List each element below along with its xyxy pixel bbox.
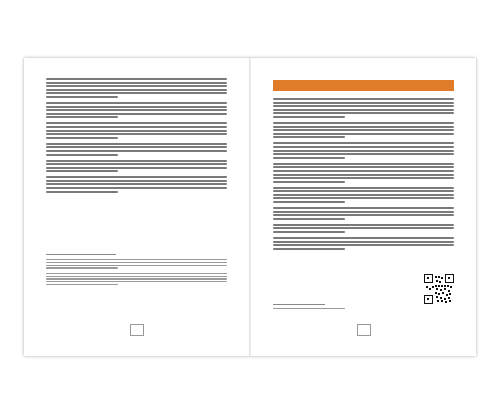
qr-module bbox=[447, 285, 449, 287]
text-line-placeholder bbox=[273, 201, 345, 203]
left-footnotes bbox=[46, 259, 227, 289]
qr-module bbox=[439, 281, 441, 283]
text-line-placeholder bbox=[46, 113, 227, 115]
text-line-placeholder bbox=[46, 267, 118, 268]
text-line-placeholder bbox=[273, 190, 454, 192]
text-line-placeholder bbox=[273, 227, 454, 229]
text-line-placeholder bbox=[46, 102, 227, 104]
text-line-placeholder bbox=[46, 183, 227, 185]
text-line-placeholder bbox=[273, 129, 454, 131]
text-line-placeholder bbox=[273, 207, 454, 209]
text-line-placeholder bbox=[273, 142, 454, 144]
qr-module bbox=[438, 276, 440, 278]
text-line-placeholder bbox=[46, 278, 227, 279]
section-heading bbox=[273, 80, 454, 91]
text-line-placeholder bbox=[273, 194, 454, 196]
text-line-placeholder bbox=[46, 146, 227, 148]
text-line-placeholder bbox=[46, 130, 227, 132]
qr-module bbox=[442, 292, 444, 294]
left-page bbox=[24, 58, 249, 356]
paragraph bbox=[273, 142, 454, 158]
paragraph bbox=[273, 207, 454, 220]
text-line-placeholder bbox=[46, 154, 118, 156]
text-line-placeholder bbox=[273, 116, 345, 118]
text-line-placeholder bbox=[46, 150, 227, 152]
text-line-placeholder bbox=[46, 170, 118, 172]
text-line-placeholder bbox=[46, 265, 227, 266]
text-line-placeholder bbox=[46, 96, 118, 98]
qr-module bbox=[444, 285, 446, 287]
footnote-rule bbox=[46, 254, 116, 255]
qr-module bbox=[449, 300, 451, 302]
text-line-placeholder bbox=[46, 259, 227, 260]
qr-module bbox=[432, 286, 434, 288]
text-line-placeholder bbox=[273, 244, 454, 246]
text-line-placeholder bbox=[273, 211, 454, 213]
qr-module bbox=[440, 289, 442, 291]
qr-module bbox=[436, 296, 438, 298]
text-line-placeholder bbox=[273, 248, 345, 250]
text-line-placeholder bbox=[273, 153, 454, 155]
text-line-placeholder bbox=[273, 136, 345, 138]
qr-module bbox=[450, 286, 452, 288]
qr-module bbox=[438, 285, 440, 287]
text-line-placeholder bbox=[273, 231, 345, 233]
right-page bbox=[251, 58, 476, 356]
text-line-placeholder bbox=[273, 98, 454, 100]
text-line-placeholder bbox=[46, 122, 227, 124]
text-line-placeholder bbox=[46, 106, 227, 108]
text-line-placeholder bbox=[46, 78, 227, 80]
text-line-placeholder bbox=[273, 308, 345, 309]
text-line-placeholder bbox=[46, 126, 227, 128]
right-page-number bbox=[357, 324, 371, 336]
text-line-placeholder bbox=[273, 174, 454, 176]
paragraph bbox=[46, 122, 227, 138]
qr-module bbox=[441, 285, 443, 287]
text-line-placeholder bbox=[273, 166, 454, 168]
left-page-number bbox=[130, 324, 144, 336]
qr-finder bbox=[445, 274, 454, 283]
qr-module bbox=[436, 288, 438, 290]
text-line-placeholder bbox=[273, 241, 454, 243]
text-line-placeholder bbox=[46, 89, 227, 91]
qr-module bbox=[444, 298, 446, 300]
qr-module bbox=[435, 285, 437, 287]
paragraph bbox=[46, 143, 227, 156]
text-line-placeholder bbox=[273, 146, 454, 148]
text-line-placeholder bbox=[46, 262, 227, 263]
qr-module bbox=[440, 297, 442, 299]
qr-module bbox=[449, 293, 451, 295]
text-line-placeholder bbox=[273, 112, 454, 114]
text-line-placeholder bbox=[46, 133, 227, 135]
qr-module bbox=[448, 290, 450, 292]
qr-module bbox=[438, 293, 440, 295]
text-line-placeholder bbox=[273, 197, 454, 199]
right-body-text bbox=[273, 98, 454, 254]
paragraph bbox=[46, 160, 227, 173]
text-line-placeholder bbox=[273, 133, 454, 135]
text-line-placeholder bbox=[46, 85, 227, 87]
qr-module bbox=[435, 276, 437, 278]
text-line-placeholder bbox=[46, 187, 227, 189]
text-line-placeholder bbox=[273, 214, 454, 216]
text-line-placeholder bbox=[46, 273, 227, 274]
qr-module bbox=[437, 300, 439, 302]
text-line-placeholder bbox=[46, 191, 118, 193]
text-line-placeholder bbox=[46, 143, 227, 145]
qr-module bbox=[445, 301, 447, 303]
paragraph bbox=[273, 224, 454, 233]
text-line-placeholder bbox=[273, 122, 454, 124]
qr-module bbox=[446, 294, 448, 296]
text-line-placeholder bbox=[273, 170, 454, 172]
text-line-placeholder bbox=[273, 177, 454, 179]
text-line-placeholder bbox=[46, 160, 227, 162]
qr-module bbox=[426, 286, 428, 288]
paragraph bbox=[273, 122, 454, 138]
text-line-placeholder bbox=[46, 82, 227, 84]
text-line-placeholder bbox=[273, 237, 454, 239]
qr-module bbox=[441, 300, 443, 302]
text-line-placeholder bbox=[46, 163, 227, 165]
qr-module bbox=[441, 277, 443, 279]
text-line-placeholder bbox=[273, 181, 345, 183]
text-line-placeholder bbox=[46, 276, 227, 277]
paragraph bbox=[273, 237, 454, 250]
qr-code bbox=[424, 274, 454, 304]
qr-module bbox=[429, 288, 431, 290]
text-line-placeholder bbox=[273, 218, 345, 220]
text-line-placeholder bbox=[46, 284, 118, 285]
paragraph bbox=[273, 98, 454, 118]
book-spread bbox=[24, 58, 476, 356]
text-line-placeholder bbox=[46, 167, 227, 169]
text-line-placeholder bbox=[273, 163, 454, 165]
text-line-placeholder bbox=[273, 126, 454, 128]
text-line-placeholder bbox=[46, 109, 227, 111]
paragraph bbox=[46, 102, 227, 118]
right-footnotes bbox=[273, 308, 454, 313]
qr-finder bbox=[424, 295, 433, 304]
qr-module bbox=[444, 288, 446, 290]
text-line-placeholder bbox=[46, 92, 227, 94]
text-line-placeholder bbox=[273, 224, 454, 226]
text-line-placeholder bbox=[273, 157, 345, 159]
paragraph bbox=[46, 259, 227, 269]
text-line-placeholder bbox=[273, 109, 454, 111]
text-line-placeholder bbox=[273, 102, 454, 104]
paragraph bbox=[46, 78, 227, 98]
text-line-placeholder bbox=[46, 176, 227, 178]
text-line-placeholder bbox=[273, 105, 454, 107]
text-line-placeholder bbox=[46, 137, 118, 139]
qr-finder bbox=[424, 274, 433, 283]
paragraph bbox=[46, 176, 227, 192]
text-line-placeholder bbox=[46, 116, 118, 118]
paragraph bbox=[273, 163, 454, 183]
paragraph bbox=[46, 273, 227, 286]
qr-module bbox=[448, 297, 450, 299]
text-line-placeholder bbox=[273, 187, 454, 189]
text-line-placeholder bbox=[273, 150, 454, 152]
paragraph bbox=[273, 187, 454, 203]
paragraph bbox=[273, 308, 454, 309]
left-body-text bbox=[46, 78, 227, 197]
qr-module bbox=[435, 292, 437, 294]
qr-module bbox=[436, 280, 438, 282]
footnote-rule bbox=[273, 304, 325, 305]
text-line-placeholder bbox=[46, 281, 227, 282]
text-line-placeholder bbox=[46, 180, 227, 182]
